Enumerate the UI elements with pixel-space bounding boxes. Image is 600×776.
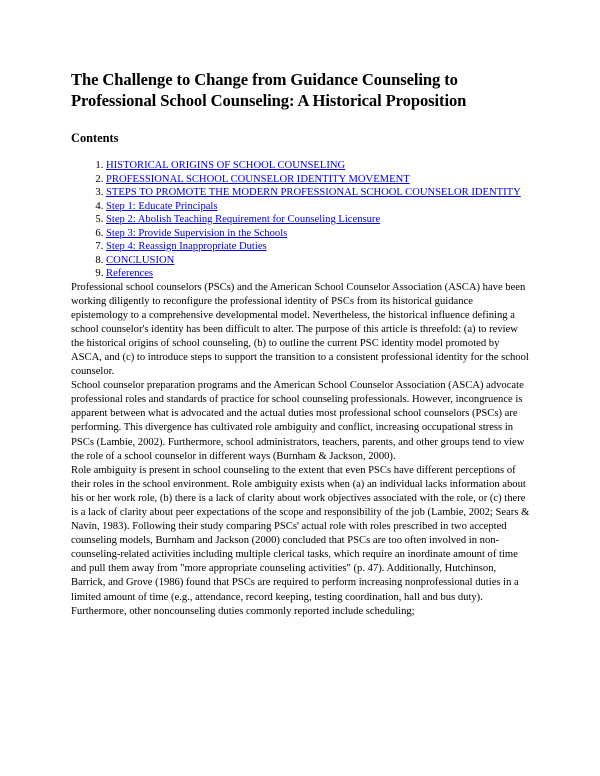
- toc-link-step-4[interactable]: Step 4: Reassign Inappropriate Duties: [106, 241, 267, 252]
- toc-link-step-2[interactable]: Step 2: Abolish Teaching Requirement for Counseling Licensure: [106, 214, 381, 225]
- table-of-contents: [71, 159, 531, 281]
- toc-link-step-3[interactable]: Step 3: Provide Supervision in the Schools: [106, 227, 288, 239]
- toc-item: [106, 240, 531, 254]
- document-page: [71, 70, 531, 619]
- toc-link-step-1[interactable]: Step 1: Educate Principals: [106, 200, 218, 212]
- toc-item: [106, 200, 531, 214]
- toc-link-identity-movement[interactable]: PROFESSIONAL SCHOOL COUNSELOR IDENTITY MOVEMENT: [106, 173, 410, 185]
- toc-item: [106, 267, 531, 281]
- body-paragraph-2: School counselor preparation programs and the American School Counselor Association (ASCA) advocate professional roles and standards of practice for school counseling professionals. However, incongruence is apparent between what is advocated and the actual duties most professional school counselors (PSCs) are performing. This divergence has cultivated role ambiguity and conflict, increasing occupational stress in PSCs (Lambie, 2002). Furthermore, school administrators, teachers, parents, and other groups tend to view the role of a school counselor in different ways (Burnham & Jackson, 2000).: [71, 380, 525, 462]
- toc-item: [106, 186, 531, 200]
- toc-link-historical-origins[interactable]: HISTORICAL ORIGINS OF SCHOOL COUNSELING: [106, 160, 346, 171]
- title-line-1: The Challenge to Change from Guidance Counseling to: [71, 70, 458, 89]
- body-paragraph-3: Role ambiguity is present in school counseling to the extent that even PSCs have different perceptions of their roles in the school environment. Role ambiguity exists when (a) an individual lacks information about his or her work role, (b) there is a lack of clarity about work objectives associated with the role, or (c) there is a lack of clarity about peer expectations of the scope and responsibility of the job (Lambie, 2002; Sears & Navin, 1983). Following their study comparing PSCs' actual role with roles prescribed in two accepted counseling models, Burnham and Jackson (2000) concluded that PSCs are too often involved in non-counseling-related activities including multiple clerical tasks, which require an inordinate amount of time and pull them away from "more appropriate counseling activities" (p. 47). Additionally, Hutchinson, Barrick, and Grove (1986) found that PSCs are required to perform increasing nonprofessional duties in a limited amount of time (e.g., attendance, record keeping, testing coordination, hall and bus duty). Furthermore, other noncounseling duties commonly reported include scheduling;: [71, 464, 530, 617]
- toc-link-references[interactable]: References: [106, 268, 154, 279]
- title-line-2: Professional School Counseling: A Historical Proposition: [71, 90, 467, 110]
- toc-link-steps-to-promote[interactable]: STEPS TO PROMOTE THE MODERN PROFESSIONAL SCHOOL COUNSELOR IDENTITY: [106, 187, 521, 198]
- toc-item: [106, 173, 531, 187]
- toc-item: [106, 213, 531, 227]
- toc-item: [106, 227, 531, 241]
- contents-heading: Contents: [71, 131, 119, 145]
- toc-item: [106, 254, 531, 268]
- body-paragraph-1: Professional school counselors (PSCs) and the American School Counselor Association (ASCA) have been working diligently to reconfigure the professional identity of PSCs from its historical guidance epistemology to a comprehensive developmental model. Nevertheless, the historical influence defining a school counselor's identity has been difficult to alter. The purpose of this article is threefold: (a) to review the historical origins of school counseling, (b) to outline the current PSC identity model promoted by ASCA, and (c) to introduce steps to support the transition to a consistent professional identity for the school counselor.: [71, 281, 529, 378]
- document-title: [71, 70, 531, 111]
- toc-item: [106, 159, 531, 173]
- toc-link-conclusion[interactable]: CONCLUSION: [106, 254, 175, 266]
